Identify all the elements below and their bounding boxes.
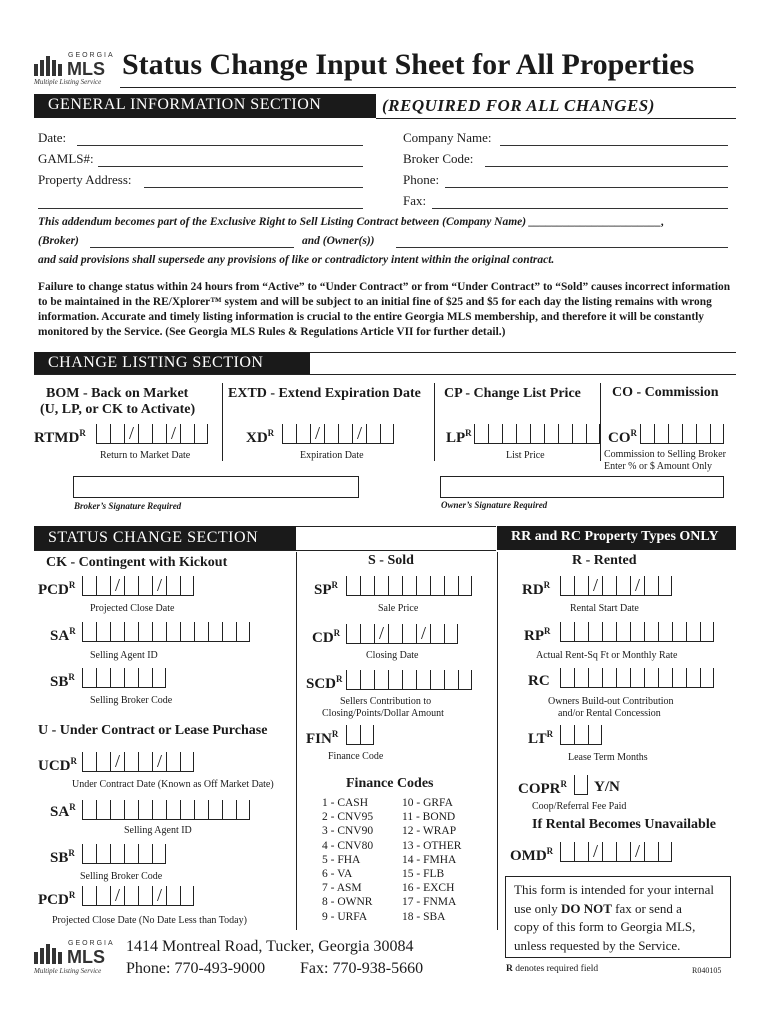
u-sb-caption: Selling Broker Code [80, 871, 163, 882]
lt-caption: Lease Term Months [568, 752, 648, 763]
addendum-line1: This addendum becomes part of the Exclusive Right to Sell Listing Contract between (Company Name) _______________________, [38, 216, 665, 228]
broker-field[interactable] [90, 247, 294, 248]
addendum-broker: (Broker) [38, 235, 79, 247]
fin-caption: Finance Code [328, 751, 384, 762]
finance-codes-title: Finance Codes [346, 776, 434, 791]
ck-pcd-caption: Projected Close Date [90, 603, 175, 614]
change-listing-title: CHANGE LISTING SECTION [48, 354, 264, 371]
ck-title: CK - Contingent with Kickout [46, 555, 228, 570]
copr-input[interactable] [574, 775, 588, 795]
xd-code: $XD^R$ [246, 428, 275, 446]
bom-title: BOM - Back on Market [46, 386, 189, 401]
warning-text: Failure to change status within 24 hours from “Active” to “Under Contract” or from “Under Contract” to “Sold” causes incorrect information to be maintained in the RE/Xplorer™ system and will be subject to an initial fine of $25 and $5 for each day the listing remains with wrong information. Accurate and timely listing information is crucial to the entire Georgia MLS membership, and therefore it will be constantly monitored by the Service. (See Georgia MLS Rules & Regulations Article VII for further detail.) [38, 281, 731, 338]
footer-logo-tagline: Multiple Listing Service [34, 967, 102, 975]
scd-caption-2: Closing/Points/Dollar Amount [322, 708, 444, 719]
required-note: (REQUIRED FOR ALL CHANGES) [382, 96, 655, 115]
general-info-title: GENERAL INFORMATION SECTION [48, 96, 322, 113]
owner-signature-box[interactable] [440, 476, 724, 498]
owner-field[interactable] [396, 247, 728, 248]
cd-input[interactable]: / / [346, 624, 458, 644]
company-field[interactable] [500, 145, 728, 146]
ucd-input[interactable]: / / [82, 752, 194, 772]
addendum-owner: and (Owner(s)) [302, 235, 375, 247]
co-code: $CO^R$ [608, 428, 637, 446]
lp-caption: List Price [506, 450, 545, 461]
rtmd-input[interactable]: / / [96, 424, 208, 444]
broker-code-label: Broker Code: [403, 151, 474, 166]
finance-code: 8 - OWNR [322, 896, 373, 909]
gamls-field[interactable] [98, 166, 363, 167]
finance-code: 15 - FLB [402, 868, 445, 881]
co-caption-2: Enter % or $ Amount Only [604, 461, 713, 472]
co-caption-1: Commission to Selling Broker [604, 449, 726, 460]
finance-code: 2 - CNV95 [322, 811, 374, 824]
lt-code: $LT^R$ [528, 729, 554, 747]
notice-line-4: unless requested by the Service. [514, 937, 681, 953]
notice-line-2: use only DO NOT fax or send a [514, 900, 682, 916]
phone-label: Phone: [403, 172, 440, 187]
u-sa-caption: Selling Agent ID [124, 825, 192, 836]
ck-sb-code: $SB^R$ [50, 672, 75, 690]
finance-code: 11 - BOND [402, 811, 456, 824]
owner-signature-label: Owner’s Signature Required [441, 500, 548, 510]
page-title: Status Change Input Sheet for All Properties [122, 48, 695, 81]
xd-caption: Expiration Date [300, 450, 364, 461]
omd-input[interactable]: / / [560, 842, 672, 862]
address-label: Property Address: [38, 172, 132, 187]
rp-caption: Actual Rent-Sq Ft or Monthly Rate [536, 650, 678, 661]
finance-code: 14 - FMHA [402, 853, 457, 866]
broker-code-field[interactable] [485, 166, 728, 167]
required-legend: R denotes required field [506, 964, 599, 974]
rc-input[interactable] [560, 668, 714, 688]
logo-tagline: Multiple Listing Service [34, 78, 102, 86]
copr-code: $COPR^R$ [518, 779, 567, 797]
sp-input[interactable] [346, 576, 472, 596]
rd-input[interactable]: / / [560, 576, 672, 596]
phone-field[interactable] [445, 187, 728, 188]
finance-code: 12 - WRAP [402, 825, 457, 838]
ck-sa-input[interactable] [82, 622, 250, 642]
co-input[interactable] [640, 424, 724, 444]
rc-caption-2: and/or Rental Concession [558, 708, 661, 719]
date-field[interactable] [77, 145, 363, 146]
ck-sb-input[interactable] [82, 668, 166, 688]
addendum-line3: and said provisions shall supersede any provisions of like or contradictory intent within the original contract. [38, 254, 555, 266]
cd-caption: Closing Date [366, 650, 419, 661]
rr-rc-bar [497, 526, 736, 550]
finance-code: 18 - SBA [402, 910, 446, 923]
finance-code: 7 - ASM [322, 882, 362, 895]
extd-title: EXTD - Extend Expiration Date [228, 386, 421, 401]
logo-mls: MLS [67, 59, 105, 79]
fax-label: Fax: [403, 193, 427, 208]
u-pcd-input[interactable]: / / [82, 886, 194, 906]
ck-pcd-code: $PCD^R$ [38, 580, 76, 598]
scd-code: $SCD^R$ [306, 674, 343, 692]
rc-code: RC [528, 673, 550, 689]
broker-signature-label: Broker’s Signature Required [74, 501, 182, 511]
header-logo [34, 50, 120, 90]
company-label: Company Name: [403, 130, 492, 145]
address-field[interactable] [144, 187, 363, 188]
change-listing-bar [34, 352, 310, 375]
finance-code: 16 - EXCH [402, 882, 455, 895]
rp-code: $RP^R$ [524, 626, 551, 644]
ck-pcd-input[interactable]: / / [82, 576, 194, 596]
finance-code: 5 - FHA [322, 853, 361, 866]
omd-code: $OMD^R$ [510, 846, 554, 864]
rc-caption-1: Owners Build-out Contribution [548, 696, 674, 707]
fax-field[interactable] [432, 208, 728, 209]
finance-code: 13 - OTHER [402, 839, 462, 852]
ck-sa-code: $SA^R$ [50, 626, 76, 644]
u-title: U - Under Contract or Lease Purchase [38, 723, 268, 738]
notice-line-3: copy of this form to Georgia MLS, [514, 919, 696, 934]
rp-input[interactable] [560, 622, 714, 642]
gamls-label: GAMLS#: [38, 151, 94, 166]
lp-input[interactable] [474, 424, 600, 444]
ck-sb-caption: Selling Broker Code [90, 695, 173, 706]
ck-sa-caption: Selling Agent ID [90, 650, 158, 661]
rtmd-caption: Return to Market Date [100, 450, 191, 461]
rr-rc-title: RR and RC Property Types ONLY [511, 529, 719, 544]
finance-code: 1 - CASH [322, 797, 369, 809]
address-field-2[interactable] [38, 208, 363, 209]
sp-caption: Sale Price [378, 603, 419, 614]
status-change-title: STATUS CHANGE SECTION [48, 529, 259, 546]
finance-code: 3 - CNV90 [322, 825, 374, 838]
logo-georgia: GEORGIA [68, 52, 115, 59]
date-label: Date: [38, 130, 67, 145]
rtmd-code: $RTMD^R$ [34, 428, 86, 446]
finance-codes-left [322, 796, 373, 924]
footer-phone: Phone: 770-493-9000 [126, 960, 266, 977]
finance-code: 17 - FNMA [402, 896, 457, 909]
lp-code: $LP^R$ [446, 428, 472, 446]
finance-code: 10 - GRFA [402, 797, 453, 809]
u-sb-input[interactable] [82, 844, 166, 864]
unavailable-title: If Rental Becomes Unavailable [532, 817, 716, 832]
fin-input[interactable] [346, 725, 374, 745]
s-title: S - Sold [368, 553, 414, 568]
cd-code: $CD^R$ [312, 628, 341, 646]
u-pcd-caption: Projected Close Date (No Date Less than Today) [52, 915, 247, 926]
ucd-code: $UCD^R$ [38, 756, 77, 774]
footer-fax: Fax: 770-938-5660 [300, 960, 424, 977]
notice-box [505, 876, 731, 958]
r-title: R - Rented [572, 553, 637, 568]
finance-code: 9 - URFA [322, 910, 368, 923]
cp-title: CP - Change List Price [444, 386, 581, 401]
u-sb-code: $SB^R$ [50, 848, 75, 866]
u-sa-code: $SA^R$ [50, 802, 76, 820]
logo-mark-icon [34, 56, 64, 76]
u-pcd-code: $PCD^R$ [38, 890, 76, 908]
ucd-caption: Under Contract Date (Known as Off Market Date) [72, 779, 274, 790]
footer-logo-georgia: GEORGIA [68, 940, 115, 947]
scd-caption-1: Sellers Contribution to [340, 696, 432, 707]
bom-sub: (U, LP, or CK to Activate) [40, 402, 196, 417]
logo-mark-icon [34, 944, 64, 964]
rd-code: $RD^R$ [522, 580, 551, 598]
fin-code: $FIN^R$ [306, 729, 339, 747]
scd-input[interactable] [346, 670, 472, 690]
footer-address: 1414 Montreal Road, Tucker, Georgia 30084 [126, 938, 414, 955]
finance-code: 4 - CNV80 [322, 839, 374, 852]
finance-codes-right [402, 796, 461, 924]
copr-yn: Y/N [594, 779, 620, 795]
rd-caption: Rental Start Date [570, 603, 639, 614]
copr-caption: Coop/Referral Fee Paid [532, 801, 627, 812]
status-change-bar [34, 526, 296, 550]
general-info-bar [34, 94, 376, 118]
footer-logo-mls: MLS [67, 947, 105, 967]
xd-input[interactable]: / / [282, 424, 394, 444]
lt-input[interactable] [560, 725, 602, 745]
notice-line-1: This form is intended for your internal [514, 882, 715, 897]
sp-code: $SP^R$ [314, 580, 339, 598]
finance-code: 6 - VA [322, 868, 353, 881]
footer-logo [34, 938, 120, 978]
form-id: R040105 [692, 966, 722, 975]
u-sa-input[interactable] [82, 800, 250, 820]
co-title: CO - Commission [612, 385, 719, 400]
broker-signature-box[interactable] [73, 476, 359, 498]
